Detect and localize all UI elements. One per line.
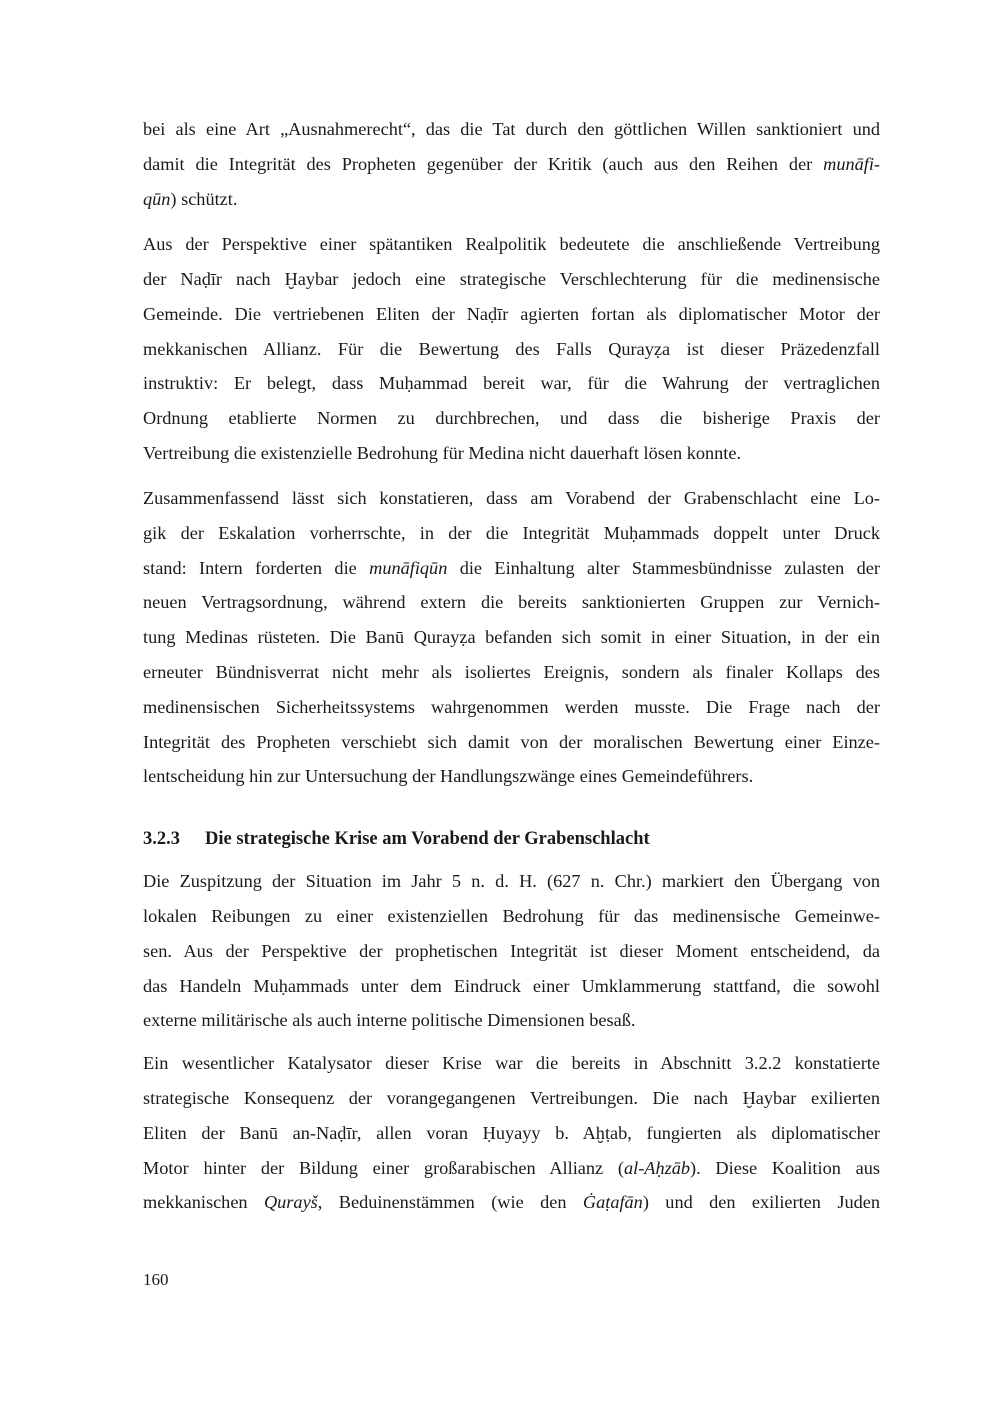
text-line: Gemeinde. Die vertriebenen Eliten der Naḍīr agierten fortan als diplomatischer Motor der	[143, 304, 880, 324]
text-line: gik der Eskalation vorherrschte, in der die Integrität Muḥammads doppelt unter Druck	[143, 523, 880, 543]
section-number: 3.2.3	[143, 829, 180, 849]
text-line: strategische Konsequenz der vorangegangenen Vertreibungen. Die nach Ḫaybar exilierten	[143, 1088, 880, 1108]
text-line: Eliten der Banū an-Naḍīr, allen voran Ḥuyayy b. Aḫṭab, fungierten als diplomatischer	[143, 1123, 880, 1143]
text-line: Ein wesentlicher Katalysator dieser Krise war die bereits in Abschnitt 3.2.2 konstatierte	[143, 1053, 880, 1073]
page-number: 160	[143, 1270, 169, 1289]
text-line: instruktiv: Er belegt, dass Muḥammad bereit war, für die Wahrung der vertraglichen	[143, 373, 880, 393]
text-line: erneuter Bündnisverrat nicht mehr als isoliertes Ereignis, sondern als finaler Kollaps des	[143, 662, 880, 682]
text-line: mekkanischen Allianz. Für die Bewertung des Falls Qurayẓa ist dieser Präzedenzfall	[143, 339, 880, 359]
text-line: lentscheidung hin zur Untersuchung der Handlungszwänge eines Gemeindeführers.	[143, 766, 754, 786]
text-line: neuen Vertragsordnung, während extern die bereits sanktionierten Gruppen zur Vernich-	[143, 592, 880, 612]
text-line: lokalen Reibungen zu einer existenziellen Bedrohung für das medinensische Gemeinwe-	[143, 906, 880, 926]
text-line: das Handeln Muḥammads unter dem Eindruck einer Umklammerung stattfand, die sowohl	[143, 976, 880, 996]
text-line: Zusammenfassend lässt sich konstatieren, dass am Vorabend der Grabenschlacht eine Lo-	[143, 488, 880, 508]
text-line: Ordnung etablierte Normen zu durchbrechen, und dass die bisherige Praxis der	[143, 408, 880, 428]
text-line: tung Medinas rüsteten. Die Banū Qurayẓa befanden sich somit in einer Situation, in der ein	[143, 627, 880, 647]
text-line: der Naḍīr nach Ḫaybar jedoch eine strategische Verschlechterung für die medinensische	[143, 269, 880, 289]
text-line: bei als eine Art „Ausnahmerecht“, das die Tat durch den göttlichen Willen sanktioniert und	[143, 119, 880, 139]
text-line: medinensischen Sicherheitssystems wahrgenommen werden musste. Die Frage nach der	[143, 697, 880, 717]
text-line: damit die Integrität des Propheten gegenüber der Kritik (auch aus den Reihen der munāfi-	[143, 154, 880, 174]
text-line: stand: Intern forderten die munāfiqūn die Einhaltung alter Stammesbündnisse zulasten der	[143, 558, 880, 578]
text-line: sen. Aus der Perspektive der prophetischen Integrität ist dieser Moment entscheidend, da	[143, 941, 880, 961]
text-line: Motor hinter der Bildung einer großarabischen Allianz (al-Aḥzāb). Diese Koalition aus	[143, 1158, 880, 1178]
text-line: Integrität des Propheten verschiebt sich damit von der moralischen Bewertung einer Einze-	[143, 732, 880, 752]
text-line: Die Zuspitzung der Situation im Jahr 5 n. d. H. (627 n. Chr.) markiert den Übergang von	[143, 871, 880, 891]
section-heading	[143, 822, 650, 857]
text-line: Aus der Perspektive einer spätantiken Realpolitik bedeutete die anschließende Vertreibung	[143, 234, 880, 254]
text-line: externe militärische als auch interne politische Dimensionen besaß.	[143, 1010, 636, 1030]
text-line: mekkanischen Qurayš, Beduinenstämmen (wie den Ġaṭafān) und den exilierten Juden	[143, 1192, 880, 1212]
text-line: Vertreibung die existenzielle Bedrohung für Medina nicht dauerhaft lösen konnte.	[143, 443, 742, 463]
text-line: qūn) schützt.	[143, 189, 238, 209]
section-title: Die strategische Krise am Vorabend der Grabenschlacht	[205, 829, 650, 849]
